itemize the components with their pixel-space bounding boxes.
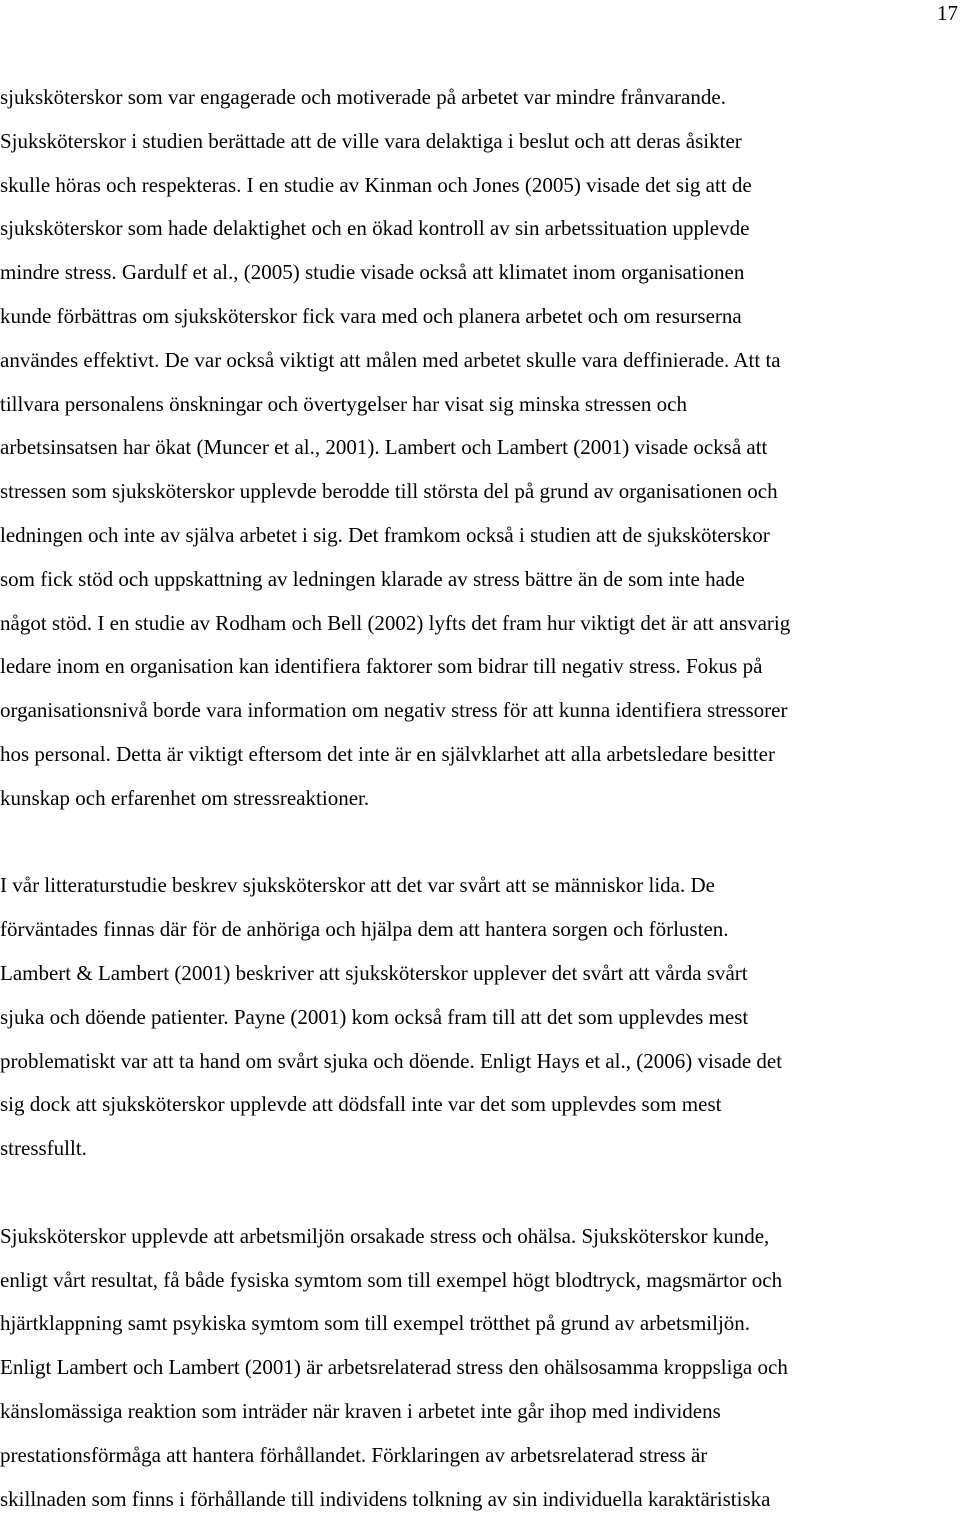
text-line: sjuksköterskor som var engagerade och motiverade på arbetet var mindre frånvarande. — [0, 76, 960, 120]
text-line: sig dock att sjuksköterskor upplevde att dödsfall inte var det som upplevdes som mest — [0, 1083, 960, 1127]
paragraph-organisation — [0, 76, 960, 821]
text-line: mindre stress. Gardulf et al., (2005) studie visade också att klimatet inom organisationen — [0, 251, 960, 295]
text-line: tillvara personalens önskningar och övertygelser har visat sig minska stressen och — [0, 383, 960, 427]
text-line: arbetsinsatsen har ökat (Muncer et al., 2001). Lambert och Lambert (2001) visade också att — [0, 426, 960, 470]
body-text — [0, 76, 960, 1521]
text-line: prestationsförmåga att hantera förhållandet. Förklaringen av arbetsrelaterad stress är — [0, 1434, 960, 1478]
text-line: Enligt Lambert och Lambert (2001) är arbetsrelaterad stress den ohälsosamma kroppsliga och — [0, 1346, 960, 1390]
paragraph-litteraturstudie — [0, 864, 960, 1171]
text-line: förväntades finnas där för de anhöriga och hjälpa dem att hantera sorgen och förlusten. — [0, 908, 960, 952]
text-line: skillnaden som finns i förhållande till individens tolkning av sin individuella karaktäristiska — [0, 1478, 960, 1521]
text-line: som fick stöd och uppskattning av ledningen klarade av stress bättre än de som inte hade — [0, 558, 960, 602]
text-line: Lambert & Lambert (2001) beskriver att sjuksköterskor upplever det svårt att vårda svårt — [0, 952, 960, 996]
text-line: I vår litteraturstudie beskrev sjuksköterskor att det var svårt att se människor lida. De — [0, 864, 960, 908]
text-line: hjärtklappning samt psykiska symtom som till exempel trötthet på grund av arbetsmiljön. — [0, 1302, 960, 1346]
paragraph-spacer — [0, 1171, 960, 1215]
paragraph-spacer — [0, 821, 960, 865]
text-line: kunde förbättras om sjuksköterskor fick vara med och planera arbetet och om resurserna — [0, 295, 960, 339]
text-line: Sjuksköterskor upplevde att arbetsmiljön orsakade stress och ohälsa. Sjuksköterskor kunde, — [0, 1215, 960, 1259]
text-line: organisationsnivå borde vara information om negativ stress för att kunna identifiera stressorer — [0, 689, 960, 733]
text-line: kunskap och erfarenhet om stressreaktioner. — [0, 777, 960, 821]
text-line: sjuka och döende patienter. Payne (2001) kom också fram till att det som upplevdes mest — [0, 996, 960, 1040]
text-line: enligt vårt resultat, få både fysiska symtom som till exempel högt blodtryck, magsmärtor och — [0, 1259, 960, 1303]
text-line: stressfullt. — [0, 1127, 960, 1171]
text-line: känslomässiga reaktion som inträder när kraven i arbetet inte går ihop med individens — [0, 1390, 960, 1434]
text-line: sjuksköterskor som hade delaktighet och en ökad kontroll av sin arbetssituation upplevde — [0, 207, 960, 251]
text-line: skulle höras och respekteras. I en studie av Kinman och Jones (2005) visade det sig att de — [0, 164, 960, 208]
text-line: stressen som sjuksköterskor upplevde berodde till största del på grund av organisationen och — [0, 470, 960, 514]
page-number: 17 — [937, 0, 958, 26]
text-line: användes effektivt. De var också viktigt att målen med arbetet skulle vara deffinierade. Att ta — [0, 339, 960, 383]
text-line: ledningen och inte av själva arbetet i sig. Det framkom också i studien att de sjuksköterskor — [0, 514, 960, 558]
text-line: något stöd. I en studie av Rodham och Bell (2002) lyfts det fram hur viktigt det är att ansvarig — [0, 602, 960, 646]
text-line: ledare inom en organisation kan identifiera faktorer som bidrar till negativ stress. Fokus på — [0, 645, 960, 689]
text-line: hos personal. Detta är viktigt eftersom det inte är en självklarhet att alla arbetsledare besitter — [0, 733, 960, 777]
paragraph-arbetsmiljo — [0, 1215, 960, 1521]
text-line: problematiskt var att ta hand om svårt sjuka och döende. Enligt Hays et al., (2006) visade det — [0, 1040, 960, 1084]
text-line: Sjuksköterskor i studien berättade att de ville vara delaktiga i beslut och att deras åsikter — [0, 120, 960, 164]
